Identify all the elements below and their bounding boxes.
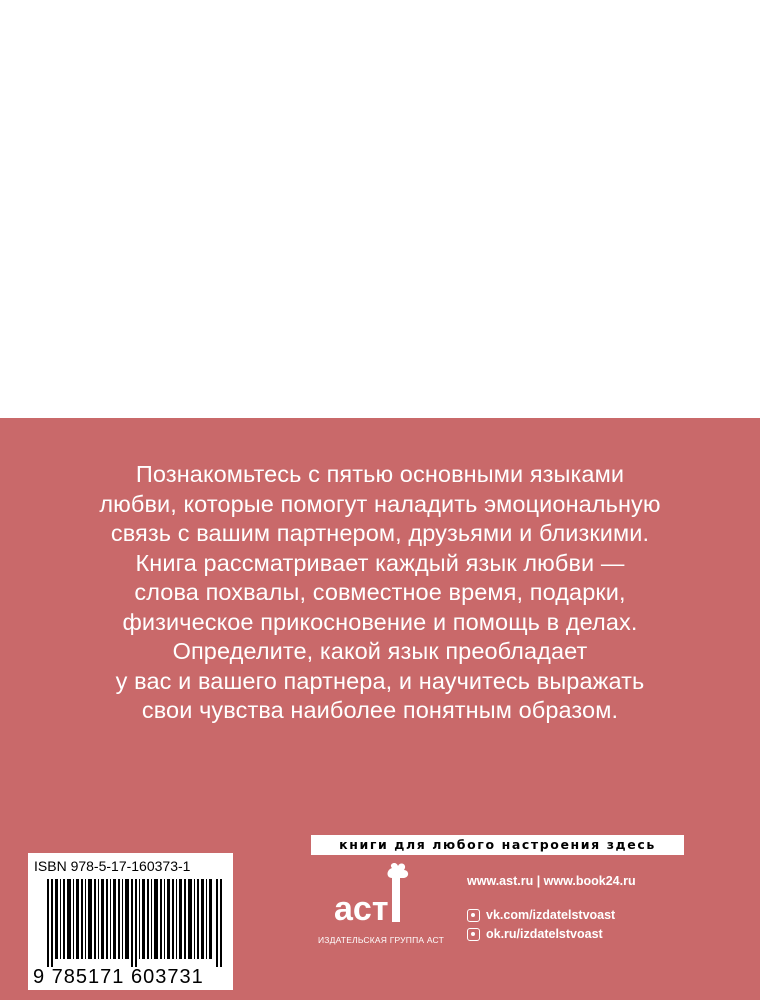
website-links[interactable]: www.ast.ru | www.book24.ru — [467, 874, 636, 888]
description-line: Определите, какой язык преобладает — [172, 638, 588, 664]
description-line: любви, которые помогут наладить эмоциональную — [99, 490, 661, 517]
cover-top-blank — [0, 0, 760, 418]
vk-link-row[interactable] — [467, 908, 615, 922]
vk-link[interactable]: vk.com/izdatelstvoast — [486, 908, 616, 922]
isbn-number: ISBN 978-5-17-160373-1 — [34, 858, 191, 874]
ok-link[interactable]: ok.ru/izdatelstvoast — [486, 927, 603, 941]
logo-text: аст — [334, 890, 389, 928]
description-line: физическое прикосновение и помощь в делах. — [122, 608, 638, 635]
description-line: слова похвалы, совместное время, подарки, — [134, 579, 626, 605]
description-line: Познакомьтесь с пятью основными языками — [135, 461, 625, 487]
description-line: у вас и вашего партнера, и научитесь выражать — [115, 667, 645, 694]
barcode — [47, 879, 224, 967]
ast-logo-icon — [330, 862, 420, 932]
barcode-digits: 9 785171 603731 — [33, 966, 204, 988]
ok-icon — [467, 928, 480, 941]
description-line: Книга рассматривает каждый язык любви — — [135, 549, 625, 576]
book-description — [0, 460, 760, 726]
tagline-banner: книги для любого настроения здесь — [311, 835, 684, 855]
vk-icon — [467, 909, 480, 922]
ok-link-row[interactable] — [467, 927, 603, 941]
description-line: связь с вашим партнером, друзьями и близкими. — [110, 520, 650, 546]
description-line: свои чувства наиболее понятным образом. — [141, 697, 619, 723]
publisher-caption: ИЗДАТЕЛЬСКАЯ ГРУППА АСТ — [318, 935, 444, 945]
